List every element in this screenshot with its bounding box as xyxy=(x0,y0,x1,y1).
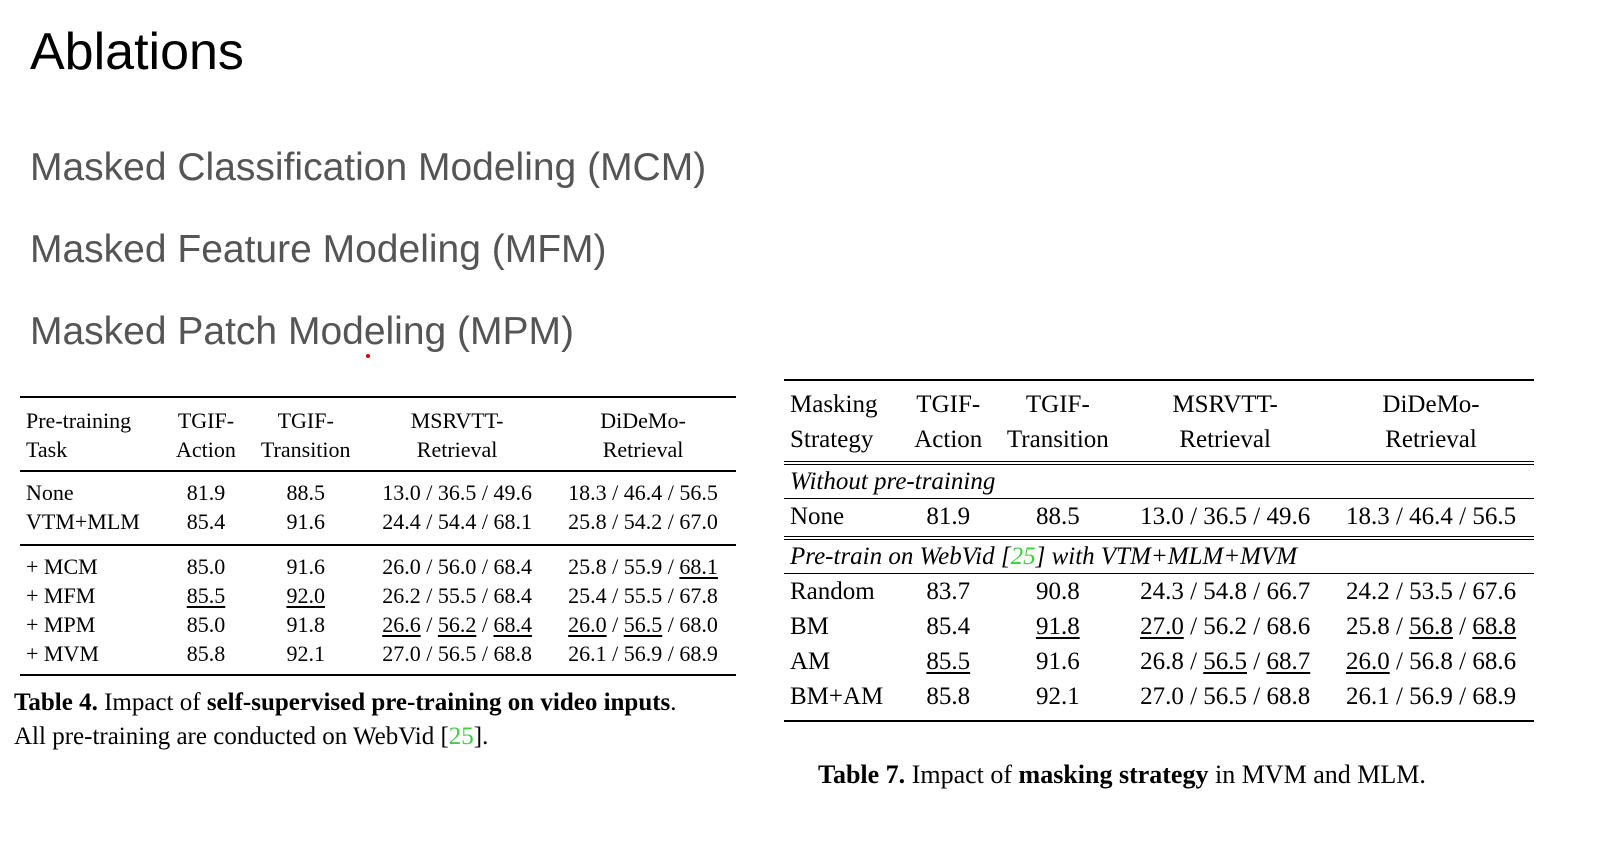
t4-msrvtt: 26.6 / 56.2 / 68.4 xyxy=(382,612,532,637)
t4-didemo: 18.3 / 46.4 / 56.5 xyxy=(568,480,718,505)
t7-strategy: None xyxy=(784,499,903,539)
t7-transition: 92.1 xyxy=(1035,683,1080,710)
t4-action: 81.9 xyxy=(186,480,226,505)
t7-msrvtt: 24.3 / 54.8 / 66.7 xyxy=(1140,578,1311,605)
t7-header-action-2: Action xyxy=(903,422,993,463)
t4-header-task-1: Pre-training xyxy=(26,408,132,433)
t7-header-strategy-2: Strategy xyxy=(784,422,903,463)
table-row xyxy=(784,574,1534,610)
table-row xyxy=(20,581,736,610)
t7-strategy: BM xyxy=(790,613,829,640)
slide-title: Ablations xyxy=(30,23,244,81)
t7-didemo: 26.0 / 56.8 / 68.6 xyxy=(1345,648,1517,675)
table-7 xyxy=(784,379,1534,722)
t7-msrvtt: 27.0 / 56.5 / 68.8 xyxy=(1140,683,1311,710)
t4-task: + MCM xyxy=(26,554,98,579)
t4-didemo: 25.4 / 55.5 / 67.8 xyxy=(568,583,718,608)
t7-action: 81.9 xyxy=(903,499,993,539)
t7-action: 83.7 xyxy=(926,578,971,605)
t7-action: 85.8 xyxy=(926,683,971,710)
table-row xyxy=(20,639,736,675)
t7-header-msrvtt-1: MSRVTT- xyxy=(1172,391,1278,418)
t7-header-transition-2: Transition xyxy=(993,422,1122,463)
table-row xyxy=(784,679,1534,721)
table-row xyxy=(20,471,736,507)
citation-link[interactable]: 25 xyxy=(448,723,474,750)
t4-didemo: 26.1 / 56.9 / 68.9 xyxy=(568,641,718,666)
t7-action: 85.5 xyxy=(926,648,971,675)
t7-msrvtt: 13.0 / 36.5 / 49.6 xyxy=(1122,499,1328,539)
table-7-caption: Table 7. Impact of masking strategy in MVM and MLM. xyxy=(818,760,1426,789)
t4-task: + MVM xyxy=(26,641,99,666)
t7-didemo: 26.1 / 56.9 / 68.9 xyxy=(1345,683,1517,710)
t7-action: 85.4 xyxy=(926,613,971,640)
t4-header-action-1: TGIF- xyxy=(177,408,235,433)
t7-section-without-pretraining: Without pre-training xyxy=(784,463,1534,499)
bullet-mpm: Masked Patch Modeling (MPM) xyxy=(30,310,575,353)
t4-msrvtt: 13.0 / 36.5 / 49.6 xyxy=(382,480,532,505)
t4-didemo: 26.0 / 56.5 / 68.0 xyxy=(568,612,718,637)
t4-transition: 91.8 xyxy=(286,612,325,637)
table-4-caption: Table 4. Impact of self-supervised pre-training on video inputs. All pre-training are conducted on WebVid [25]. xyxy=(14,689,677,750)
t4-msrvtt: 27.0 / 56.5 / 68.8 xyxy=(382,641,532,666)
t4-transition: 92.1 xyxy=(286,641,325,666)
t7-strategy: Random xyxy=(790,578,875,605)
t4-msrvtt: 24.4 / 54.4 / 68.1 xyxy=(364,507,550,545)
table-4 xyxy=(20,396,736,676)
t7-header-strategy-1: Masking xyxy=(790,391,878,418)
t4-transition: 91.6 xyxy=(286,554,325,579)
t4-header-didemo-2: Retrieval xyxy=(550,435,736,471)
t4-msrvtt: 26.0 / 56.0 / 68.4 xyxy=(382,554,532,579)
t7-didemo: 24.2 / 53.5 / 67.6 xyxy=(1345,578,1517,605)
t7-msrvtt: 27.0 / 56.2 / 68.6 xyxy=(1140,613,1311,640)
t4-header-didemo-1: DiDeMo- xyxy=(600,408,686,433)
t4-msrvtt: 26.2 / 55.5 / 68.4 xyxy=(382,583,532,608)
t4-task: None xyxy=(26,480,74,505)
t4-header-transition-1: TGIF- xyxy=(277,408,334,433)
t4-header-msrvtt-2: Retrieval xyxy=(364,435,550,471)
table-row xyxy=(784,499,1534,539)
t4-action: 85.0 xyxy=(186,612,226,637)
citation-link[interactable]: 25 xyxy=(1010,543,1036,570)
t7-transition: 91.8 xyxy=(1035,613,1080,640)
t4-header-task-2: Task xyxy=(20,435,165,471)
t4-task: VTM+MLM xyxy=(20,507,165,545)
t4-transition: 88.5 xyxy=(286,480,325,505)
t7-header-action-1: TGIF- xyxy=(916,391,981,418)
t7-didemo: 25.8 / 56.8 / 68.8 xyxy=(1345,613,1517,640)
t7-header-msrvtt-2: Retrieval xyxy=(1122,422,1328,463)
t4-didemo: 25.8 / 55.9 / 68.1 xyxy=(568,554,718,579)
table-row xyxy=(20,507,736,545)
table-row xyxy=(784,609,1534,644)
t4-task: + MFM xyxy=(26,583,96,608)
t4-transition: 92.0 xyxy=(286,583,325,608)
t4-header-transition-2: Transition xyxy=(247,435,364,471)
t7-transition: 88.5 xyxy=(993,499,1122,539)
bullet-mcm: Masked Classification Modeling (MCM) xyxy=(30,146,707,189)
t7-strategy: AM xyxy=(790,648,831,675)
t4-action: 85.8 xyxy=(186,641,226,666)
t4-didemo: 25.8 / 54.2 / 67.0 xyxy=(550,507,736,545)
table-row xyxy=(784,644,1534,679)
t4-action: 85.0 xyxy=(186,554,226,579)
bullet-mfm: Masked Feature Modeling (MFM) xyxy=(30,228,607,271)
table-row xyxy=(20,610,736,639)
t4-transition: 91.6 xyxy=(247,507,364,545)
t7-strategy: BM+AM xyxy=(790,683,884,710)
t4-action: 85.5 xyxy=(186,583,226,608)
t7-header-didemo-2: Retrieval xyxy=(1328,422,1534,463)
table-row xyxy=(20,545,736,581)
t7-msrvtt: 26.8 / 56.5 / 68.7 xyxy=(1140,648,1311,675)
t4-header-msrvtt-1: MSRVTT- xyxy=(410,408,504,433)
t7-section-pretrain-webvid: Pre-train on WebVid [25] with VTM+MLM+MVM xyxy=(784,538,1534,574)
laser-pointer-dot xyxy=(366,354,370,358)
t4-task: + MPM xyxy=(26,612,96,637)
t7-transition: 90.8 xyxy=(1035,578,1080,605)
t4-header-action-2: Action xyxy=(165,435,248,471)
t4-action: 85.4 xyxy=(165,507,248,545)
t7-header-didemo-1: DiDeMo- xyxy=(1382,391,1480,418)
t7-didemo: 18.3 / 46.4 / 56.5 xyxy=(1328,499,1534,539)
t7-header-transition-1: TGIF- xyxy=(1025,391,1090,418)
t7-transition: 91.6 xyxy=(1035,648,1080,675)
